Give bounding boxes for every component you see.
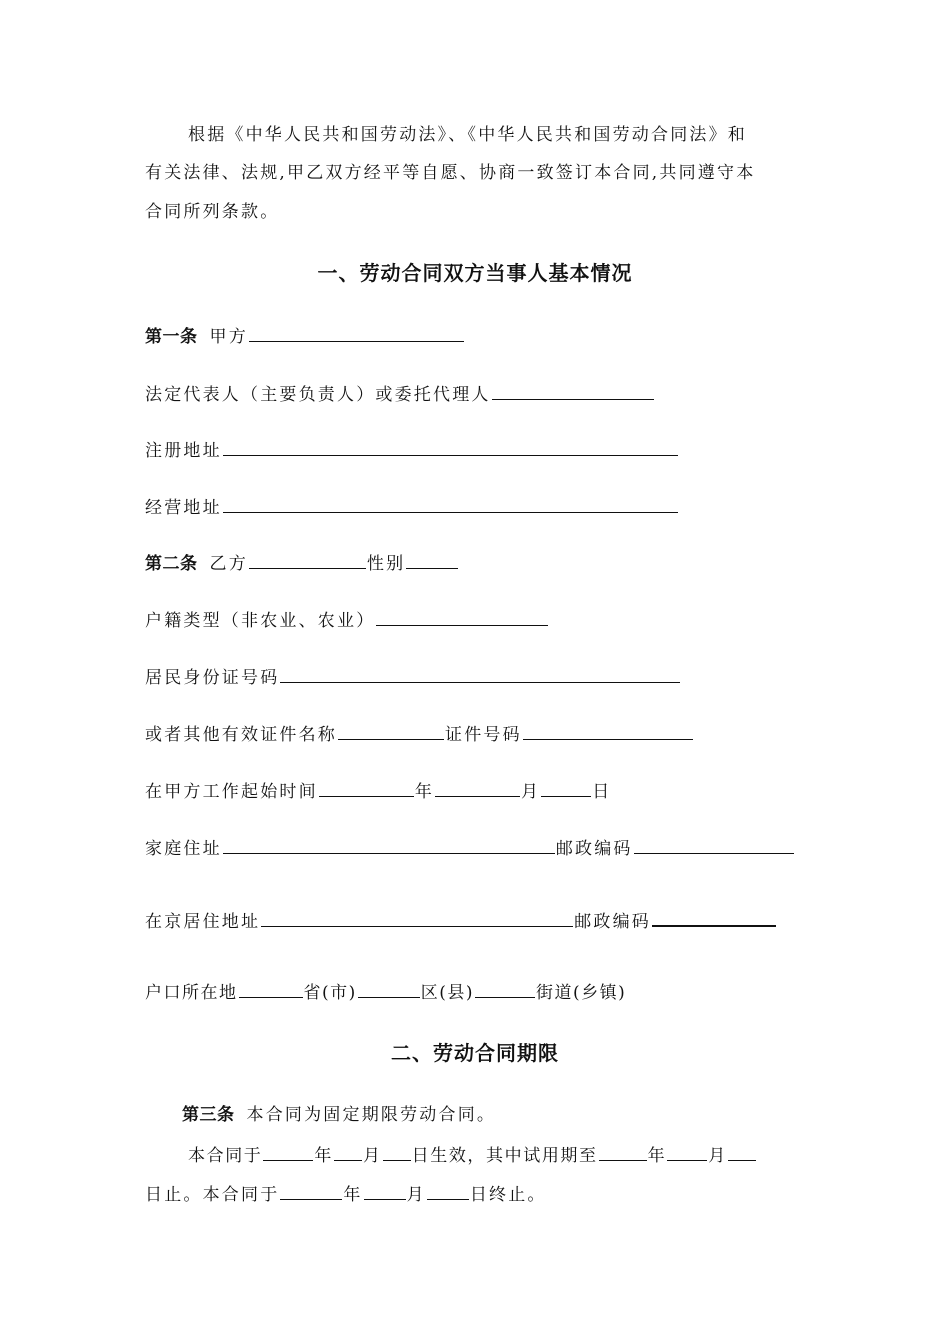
effective-year-field[interactable]: [263, 1143, 313, 1161]
article-3-text: 本合同为固定期限劳动合同。: [246, 1105, 497, 1125]
effective-date-row: [188, 1143, 757, 1167]
legal-rep-field[interactable]: [492, 382, 654, 400]
article-3-title: 第三条: [182, 1105, 235, 1125]
legal-rep-label: 法定代表人（主要负责人）或委托代理人: [145, 385, 491, 405]
hukou-district-label: 区(县): [420, 983, 475, 1003]
end-year-field[interactable]: [280, 1182, 342, 1200]
article-3-row: [182, 1104, 496, 1126]
end-month-field[interactable]: [364, 1182, 406, 1200]
reg-address-label: 注册地址: [145, 441, 222, 461]
household-type-label: 户籍类型（非农业、农业）: [145, 611, 376, 631]
gender-label: 性别: [366, 554, 406, 574]
hukou-street-field[interactable]: [475, 980, 535, 998]
section-2-heading: 二、劳动合同期限: [391, 1041, 559, 1065]
id-number-label: 居民身份证号码: [145, 668, 280, 688]
end-year-label: 年: [343, 1185, 363, 1205]
home-postcode-label: 邮政编码: [555, 839, 633, 859]
start-day-label: 日: [592, 782, 612, 802]
hukou-province-field[interactable]: [239, 980, 303, 998]
cert-number-label: 证件号码: [445, 725, 522, 745]
probation-day-field[interactable]: [728, 1143, 756, 1161]
household-type-field[interactable]: [376, 608, 548, 626]
probation-year-label: 年: [647, 1146, 667, 1166]
hukou-location-label: 户口所在地: [145, 983, 238, 1003]
legal-rep-row: [145, 382, 655, 406]
party-b-label: 乙方: [209, 554, 248, 574]
start-day-field[interactable]: [541, 779, 591, 797]
section-1-heading: 一、劳动合同双方当事人基本情况: [317, 261, 633, 285]
party-a-label: 甲方: [209, 327, 248, 347]
hukou-street-label: 街道(乡镇): [536, 983, 627, 1003]
other-cert-name-field[interactable]: [338, 722, 444, 740]
home-address-row: [145, 836, 795, 860]
beijing-address-row: [145, 908, 777, 933]
id-number-field[interactable]: [280, 665, 680, 683]
beijing-address-field[interactable]: [261, 909, 573, 927]
start-month-field[interactable]: [435, 779, 520, 797]
hukou-district-field[interactable]: [358, 980, 420, 998]
end-text: 日终止。: [469, 1185, 547, 1205]
id-number-row: [145, 665, 681, 689]
reg-address-row: [145, 438, 679, 462]
biz-address-row: [145, 495, 679, 519]
article-1-title: 第一条: [145, 327, 198, 347]
effective-year-label: 年: [314, 1146, 334, 1166]
probation-month-field[interactable]: [667, 1143, 707, 1161]
household-type-row: [145, 608, 549, 632]
start-month-label: 月: [521, 782, 541, 802]
home-address-label: 家庭住址: [145, 839, 222, 859]
start-time-row: [145, 779, 611, 803]
article-2-title: 第二条: [145, 554, 198, 574]
intro-line-2: 有关法律、法规,甲乙双方经平等自愿、协商一致签订本合同,共同遵守本: [145, 163, 756, 183]
article-1-party-a-row: [145, 324, 465, 348]
hukou-location-row: [145, 980, 626, 1004]
biz-address-label: 经营地址: [145, 498, 222, 518]
home-address-field[interactable]: [223, 836, 555, 854]
effective-month-field[interactable]: [334, 1143, 362, 1161]
probation-year-field[interactable]: [599, 1143, 647, 1161]
intro-line-3: 合同所列条款。: [145, 202, 280, 222]
beijing-postcode-field[interactable]: [652, 908, 776, 927]
article-2-party-b-row: [145, 551, 459, 575]
biz-address-field[interactable]: [223, 495, 678, 513]
start-time-label: 在甲方工作起始时间: [145, 782, 318, 802]
end-date-row: [145, 1182, 547, 1206]
beijing-postcode-label: 邮政编码: [574, 912, 652, 932]
intro-line-1: 根据《中华人民共和国劳动法》、《中华人民共和国劳动合同法》和: [188, 125, 747, 145]
start-year-label: 年: [414, 782, 435, 802]
probation-month-label: 月: [708, 1146, 727, 1166]
other-cert-name-label: 或者其他有效证件名称: [145, 725, 337, 745]
gender-field[interactable]: [406, 551, 458, 569]
party-b-field[interactable]: [249, 551, 366, 569]
effective-day-field[interactable]: [383, 1143, 411, 1161]
effective-prefix: 本合同于: [188, 1146, 263, 1166]
other-cert-row: [145, 722, 694, 746]
end-day-field[interactable]: [427, 1182, 469, 1200]
end-month-label: 月: [406, 1185, 426, 1205]
reg-address-field[interactable]: [223, 438, 678, 456]
party-a-field[interactable]: [249, 324, 464, 342]
cert-number-field[interactable]: [523, 722, 693, 740]
hukou-province-label: 省(市): [303, 983, 357, 1003]
effective-month-label: 月: [363, 1146, 382, 1166]
home-postcode-field[interactable]: [634, 836, 794, 854]
end-prefix: 日止。本合同于: [145, 1185, 280, 1205]
effective-text: 日生效，其中试用期至: [411, 1146, 598, 1166]
start-year-field[interactable]: [319, 779, 414, 797]
beijing-address-label: 在京居住地址: [145, 912, 261, 932]
